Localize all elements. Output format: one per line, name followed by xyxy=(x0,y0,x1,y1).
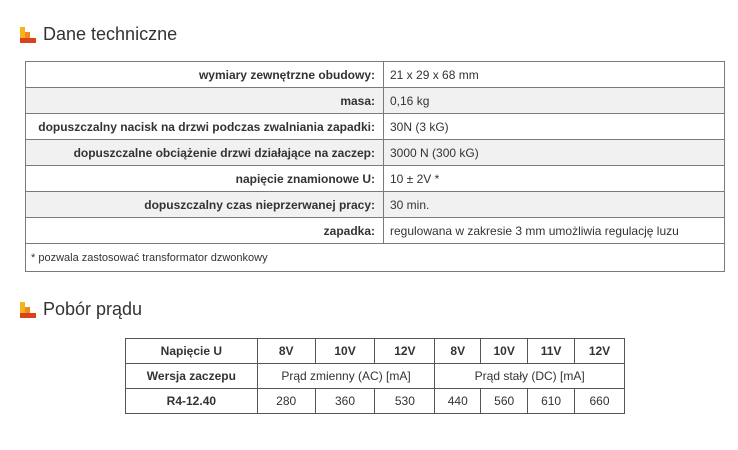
spec-value: 30N (3 kG) xyxy=(384,114,725,140)
tech-specs-table xyxy=(25,61,725,272)
table-row xyxy=(26,140,725,166)
spec-label: dopuszczalny nacisk na drzwi podczas zwalniania zapadki: xyxy=(26,114,384,140)
table-row xyxy=(126,339,625,364)
spec-label: dopuszczalny czas nieprzerwanej pracy: xyxy=(26,192,384,218)
table-row xyxy=(126,364,625,389)
spec-value: 21 x 29 x 68 mm xyxy=(384,62,725,88)
table-row xyxy=(26,114,725,140)
voltage-cell: 8V xyxy=(257,339,315,364)
spec-label: masa: xyxy=(26,88,384,114)
voltage-cell: 12V xyxy=(575,339,625,364)
footnote: * pozwala zastosować transformator dzwonkowy xyxy=(26,244,725,272)
table-row xyxy=(26,166,725,192)
voltage-cell: 11V xyxy=(528,339,575,364)
table-row xyxy=(26,244,725,272)
section-title: Dane techniczne xyxy=(43,24,178,44)
spec-label: zapadka: xyxy=(26,218,384,244)
table-row xyxy=(26,192,725,218)
spec-value: 30 min. xyxy=(384,192,725,218)
current-value-cell: 610 xyxy=(528,389,575,414)
voltage-cell: 12V xyxy=(375,339,435,364)
header-cell: Wersja zaczepu xyxy=(126,364,258,389)
spec-value: 3000 N (300 kG) xyxy=(384,140,725,166)
model-cell: R4-12.40 xyxy=(126,389,258,414)
table-row xyxy=(26,218,725,244)
current-value-cell: 360 xyxy=(315,389,375,414)
voltage-cell: 8V xyxy=(435,339,481,364)
table-row xyxy=(26,88,725,114)
current-value-cell: 560 xyxy=(481,389,528,414)
table-row xyxy=(126,389,625,414)
header-cell: Napięcie U xyxy=(126,339,258,364)
current-value-cell: 440 xyxy=(435,389,481,414)
spec-label: wymiary zewnętrzne obudowy: xyxy=(26,62,384,88)
section-heading-tech xyxy=(20,24,177,45)
section-title: Pobór prądu xyxy=(43,299,143,319)
current-value-cell: 660 xyxy=(575,389,625,414)
section-bullet-icon xyxy=(20,27,36,43)
current-value-cell: 280 xyxy=(257,389,315,414)
ac-group-label: Prąd zmienny (AC) [mA] xyxy=(257,364,435,389)
section-bullet-icon xyxy=(20,302,36,318)
spec-value: regulowana w zakresie 3 mm umożliwia regulację luzu xyxy=(384,218,725,244)
section-heading-power xyxy=(20,299,142,320)
table-row xyxy=(26,62,725,88)
voltage-cell: 10V xyxy=(481,339,528,364)
dc-group-label: Prąd stały (DC) [mA] xyxy=(435,364,625,389)
power-consumption-table xyxy=(125,338,625,414)
spec-label: napięcie znamionowe U: xyxy=(26,166,384,192)
current-value-cell: 530 xyxy=(375,389,435,414)
spec-value: 0,16 kg xyxy=(384,88,725,114)
spec-label: dopuszczalne obciążenie drzwi działające na zaczep: xyxy=(26,140,384,166)
spec-value: 10 ± 2V * xyxy=(384,166,725,192)
voltage-cell: 10V xyxy=(315,339,375,364)
